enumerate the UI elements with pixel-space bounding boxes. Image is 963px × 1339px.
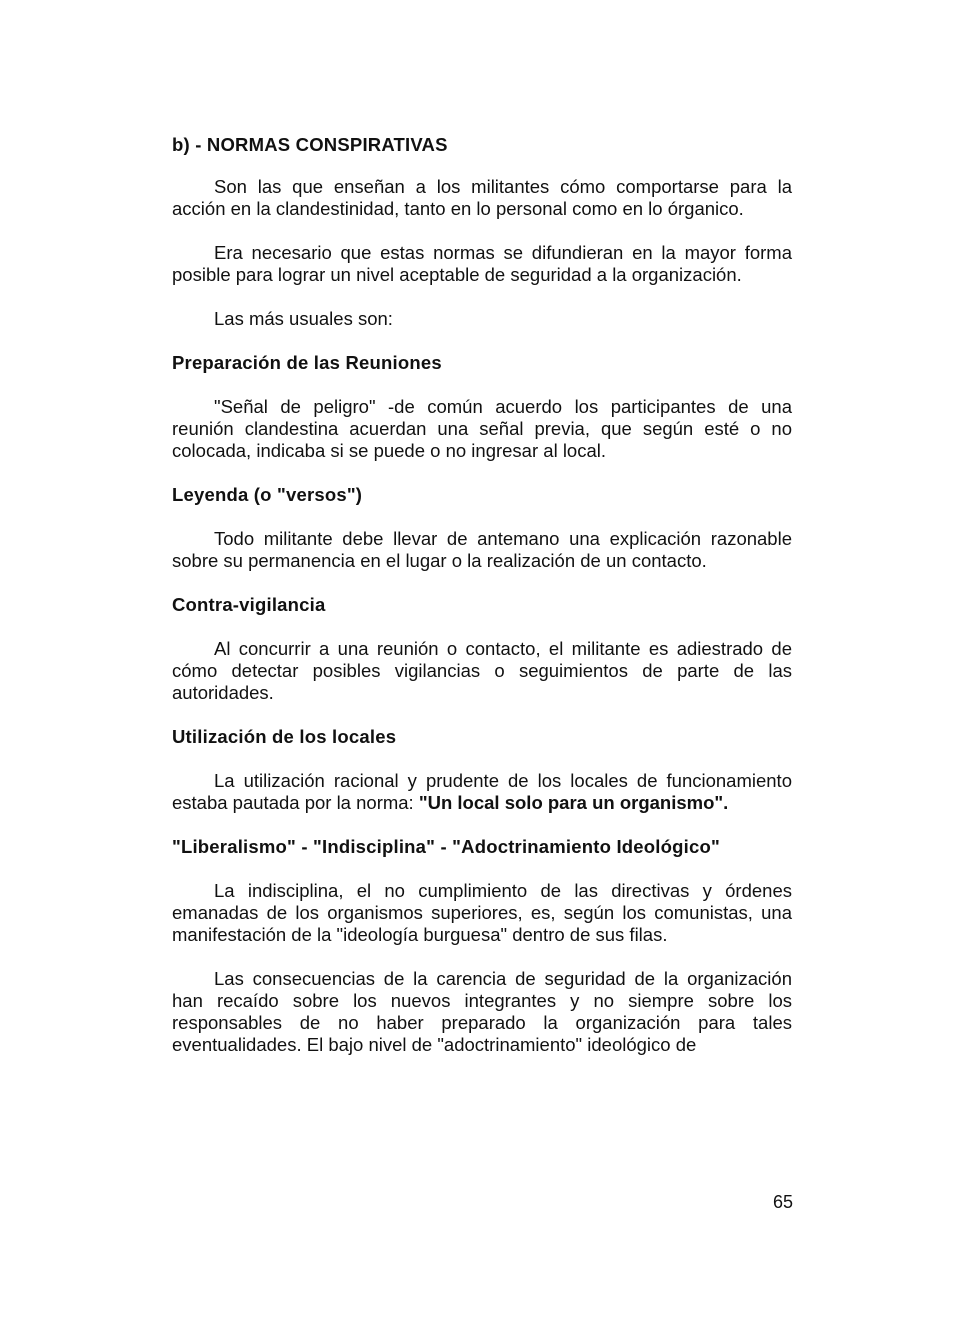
heading-reuniones: Preparación de las Reuniones [172, 352, 442, 373]
paragraph-reuniones: "Señal de peligro" -de común acuerdo los participantes de una reunión clandestina acuerdan una señal previa, que según esté o no colocada, indicaba si se puede o no ingresar al local. [172, 396, 792, 461]
paragraph-locales-text: La utilización racional y prudente de los locales de funcionamiento estaba pautada por la norma: [172, 770, 792, 813]
paragraph-leyenda: Todo militante debe llevar de antemano una explicación razonable sobre su permanencia en el lugar o la realización de un contacto. [172, 528, 792, 571]
heading-liberalismo: "Liberalismo" - "Indisciplina" - "Adoctrinamiento Ideológico" [172, 836, 720, 857]
document-page [172, 134, 792, 1056]
intro-paragraph-3: Las más usuales son: [214, 308, 393, 329]
paragraph-locales [172, 770, 792, 814]
section-title: b) - NORMAS CONSPIRATIVAS [172, 134, 448, 155]
intro-paragraph-1: Son las que enseñan a los militantes cómo comportarse para la acción en la clandestinidad, tanto en lo personal como en lo órganico. [172, 176, 792, 219]
page-number: 65 [772, 1192, 793, 1212]
heading-leyenda: Leyenda (o "versos") [172, 484, 363, 505]
paragraph-locales-norma: "Un local solo para un organismo". [418, 792, 729, 813]
paragraph-liberalismo-1: La indisciplina, el no cumplimiento de las directivas y órdenes emanadas de los organismos superiores, es, según los comunistas, una manifestación de la "ideología burguesa" dentro de sus filas. [172, 880, 792, 945]
heading-contravigilancia: Contra-vigilancia [172, 594, 326, 615]
intro-paragraph-2: Era necesario que estas normas se difundieran en la mayor forma posible para lograr un nivel aceptable de seguridad a la organización. [172, 242, 792, 285]
paragraph-liberalismo-2: Las consecuencias de la carencia de seguridad de la organización han recaído sobre los nuevos integrantes y no siempre sobre los responsables de no haber preparado la organización para tales eventualidades. El bajo nivel de "adoctrinamiento" ideológico de [172, 968, 792, 1055]
paragraph-contravigilancia: Al concurrir a una reunión o contacto, el militante es adiestrado de cómo detectar posibles vigilancias o seguimientos de parte de las autoridades. [172, 638, 792, 703]
heading-locales: Utilización de los locales [172, 726, 397, 747]
